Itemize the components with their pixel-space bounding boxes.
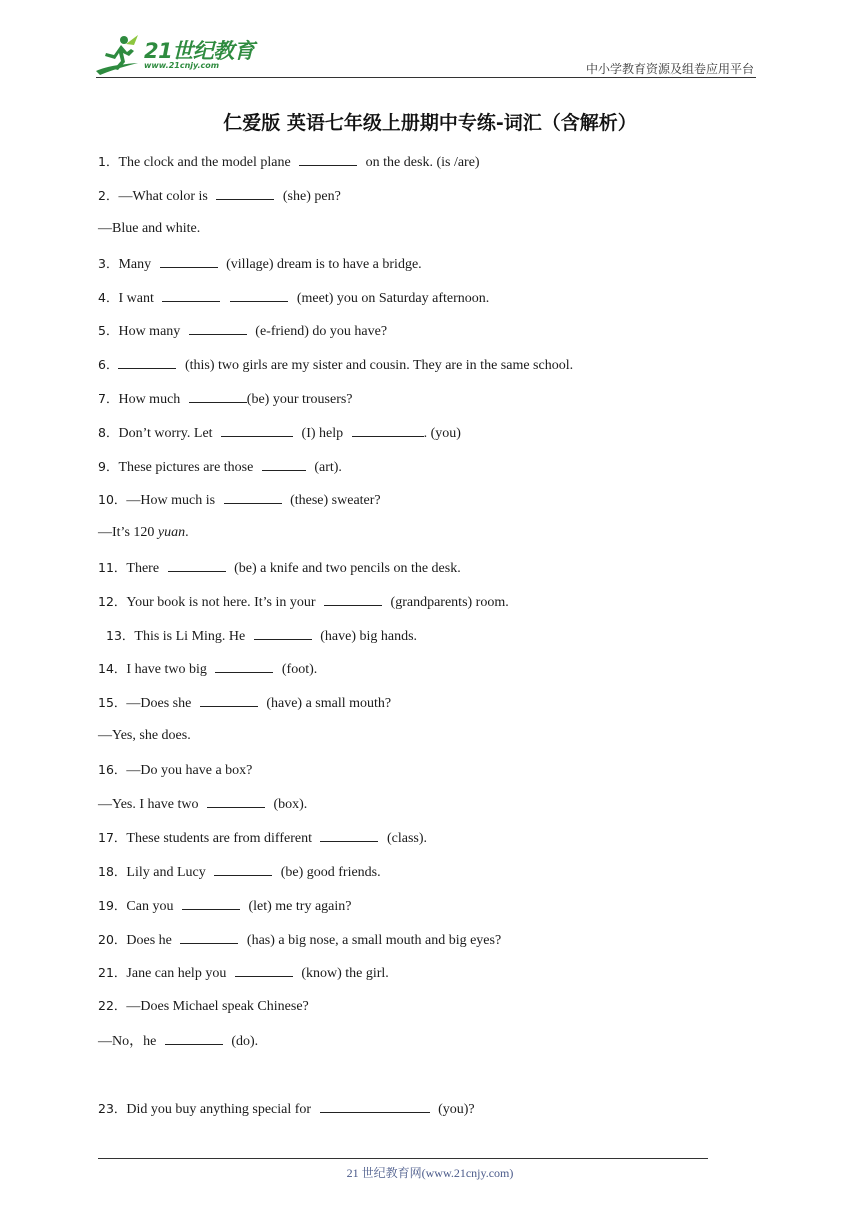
footer-divider — [98, 1158, 708, 1159]
question-text: (have) a small mouth? — [262, 696, 392, 711]
question-21 — [98, 963, 389, 983]
question-5 — [98, 321, 387, 341]
question-number: 3． — [98, 256, 119, 271]
question-text: (class). — [383, 831, 428, 846]
reply-text: . — [185, 525, 189, 540]
question-12 — [98, 592, 509, 612]
question-text: The clock and the model plane — [118, 155, 295, 170]
question-6 — [98, 355, 573, 375]
question-text: (let) me try again? — [244, 899, 352, 914]
answer-blank[interactable] — [168, 558, 226, 572]
question-22 — [98, 997, 309, 1016]
dialogue-reply — [98, 794, 307, 814]
answer-blank[interactable] — [262, 457, 306, 471]
question-text: Does he — [126, 933, 176, 948]
answer-blank[interactable] — [320, 1099, 430, 1113]
question-number: 4． — [98, 290, 119, 305]
question-text: (have) big hands. — [316, 629, 418, 644]
question-text: These pictures are those — [118, 460, 257, 475]
question-text: How much — [118, 392, 184, 407]
answer-blank[interactable] — [215, 659, 273, 673]
logo-url-text: www.21cnjy.com — [144, 61, 220, 70]
dialogue-reply — [98, 524, 189, 542]
question-text: (has) a big nose, a small mouth and big eyes? — [243, 933, 502, 948]
reply-text: (do). — [227, 1034, 259, 1049]
question-number: 12． — [98, 594, 127, 609]
question-18 — [98, 862, 381, 882]
page-header — [0, 0, 860, 80]
question-8 — [98, 423, 461, 443]
question-number: 1． — [98, 154, 119, 169]
question-text: I want — [118, 291, 158, 306]
question-19 — [98, 896, 351, 916]
answer-blank[interactable] — [189, 321, 247, 335]
question-2 — [98, 186, 341, 206]
answer-blank[interactable] — [162, 288, 220, 302]
footer-link[interactable]: 21 世纪教育网(www.21cnjy.com) — [346, 1166, 514, 1180]
answer-blank[interactable] — [320, 828, 378, 842]
header-tagline: 中小学教育资源及组卷应用平台 — [585, 62, 754, 76]
answer-blank[interactable] — [324, 592, 382, 606]
question-text: Lily and Lucy — [126, 865, 210, 880]
question-10 — [98, 490, 381, 510]
answer-blank[interactable] — [180, 930, 238, 944]
reply-text: —No，he — [98, 1034, 160, 1049]
reply-text: —Yes. I have two — [98, 797, 202, 812]
answer-blank[interactable] — [200, 693, 258, 707]
question-number: 13． — [106, 628, 135, 643]
question-4 — [98, 288, 489, 308]
question-text: Can you — [126, 899, 177, 914]
answer-blank[interactable] — [189, 389, 247, 403]
answer-blank[interactable] — [230, 288, 288, 302]
question-text: (e-friend) do you have? — [251, 324, 388, 339]
question-16 — [98, 761, 252, 780]
answer-blank[interactable] — [165, 1031, 223, 1045]
question-23 — [98, 1099, 475, 1119]
question-text: —Does Michael speak Chinese? — [126, 999, 309, 1014]
question-text: How many — [118, 324, 184, 339]
question-text: (be) your trousers? — [246, 392, 353, 407]
question-7 — [98, 389, 353, 409]
question-1 — [98, 152, 480, 172]
answer-blank[interactable] — [254, 626, 312, 640]
question-text: (be) a knife and two pencils on the desk. — [230, 561, 461, 576]
question-text: (meet) you on Saturday afternoon. — [293, 291, 490, 306]
question-text: Don’t worry. Let — [118, 426, 217, 441]
question-number: 16． — [98, 762, 127, 777]
question-number: 7． — [98, 391, 119, 406]
page-title: 仁爱版 英语七年级上册期中专练-词汇（含解析） — [223, 112, 637, 134]
answer-blank[interactable] — [118, 355, 176, 369]
question-text: . (you) — [423, 426, 461, 441]
question-number: 8． — [98, 425, 119, 440]
question-text: (grandparents) room. — [387, 595, 509, 610]
question-text: on the desk. (is /are) — [362, 155, 480, 170]
question-text: Many — [118, 257, 155, 272]
answer-blank[interactable] — [221, 423, 293, 437]
question-number: 20． — [98, 932, 127, 947]
answer-blank[interactable] — [182, 896, 240, 910]
question-text: Jane can help you — [126, 966, 230, 981]
dialogue-reply — [98, 1031, 258, 1051]
question-text: There — [126, 561, 163, 576]
question-text: —How much is — [126, 493, 219, 508]
reply-italic-word: yuan — [157, 525, 186, 540]
dialogue-reply: —Blue and white. — [98, 221, 201, 236]
question-number: 11． — [98, 560, 127, 575]
question-11 — [98, 558, 461, 578]
question-text: Did you buy anything special for — [126, 1102, 315, 1117]
question-number: 5． — [98, 323, 119, 338]
question-text: (village) dream is to have a bridge. — [222, 257, 422, 272]
question-number: 23． — [98, 1101, 127, 1116]
question-number: 21． — [98, 965, 127, 980]
question-14 — [98, 659, 317, 679]
question-number: 17． — [98, 830, 127, 845]
question-9 — [98, 457, 342, 477]
runner-logo-icon — [94, 33, 142, 77]
answer-blank[interactable] — [235, 963, 293, 977]
question-text: —What color is — [118, 189, 212, 204]
question-15 — [98, 693, 391, 713]
question-text: This is Li Ming. He — [134, 629, 249, 644]
answer-blank[interactable] — [216, 186, 274, 200]
question-text: Your book is not here. It’s in your — [126, 595, 320, 610]
question-number: 19． — [98, 898, 127, 913]
dialogue-reply: —Yes, she does. — [98, 728, 191, 743]
reply-text: —It’s 120 — [98, 525, 158, 540]
question-number: 2． — [98, 188, 119, 203]
answer-blank[interactable] — [214, 862, 272, 876]
question-text: (you)? — [434, 1102, 475, 1117]
site-logo[interactable] — [94, 33, 264, 77]
question-number: 22． — [98, 998, 127, 1013]
answer-blank[interactable] — [224, 490, 282, 504]
question-text: —Does she — [126, 696, 195, 711]
question-text: (she) pen? — [279, 189, 341, 204]
question-number: 14． — [98, 661, 127, 676]
question-number: 9． — [98, 459, 119, 474]
question-text: —Do you have a box? — [126, 763, 253, 778]
answer-blank[interactable] — [207, 794, 265, 808]
question-text: (this) two girls are my sister and cousin. They are in the same school. — [181, 358, 574, 373]
logo-brand-text: 21世纪教育 — [144, 39, 255, 63]
answer-blank[interactable] — [160, 254, 218, 268]
question-13 — [106, 626, 417, 646]
question-text: (art). — [310, 460, 342, 475]
question-20 — [98, 930, 501, 950]
question-number: 15． — [98, 695, 127, 710]
question-text: (these) sweater? — [286, 493, 381, 508]
reply-text: (box). — [269, 797, 308, 812]
question-17 — [98, 828, 427, 848]
question-text: (be) good friends. — [277, 865, 381, 880]
question-number: 10． — [98, 492, 127, 507]
question-text: (foot). — [278, 662, 318, 677]
question-text: (I) help — [298, 426, 347, 441]
answer-blank[interactable] — [299, 152, 357, 166]
question-text: (know) the girl. — [297, 966, 389, 981]
question-text: I have two big — [126, 662, 211, 677]
question-text: These students are from different — [126, 831, 316, 846]
question-number: 18． — [98, 864, 127, 879]
question-number: 6． — [98, 357, 119, 372]
header-divider — [96, 77, 756, 78]
answer-blank[interactable] — [352, 423, 424, 437]
question-3 — [98, 254, 422, 274]
